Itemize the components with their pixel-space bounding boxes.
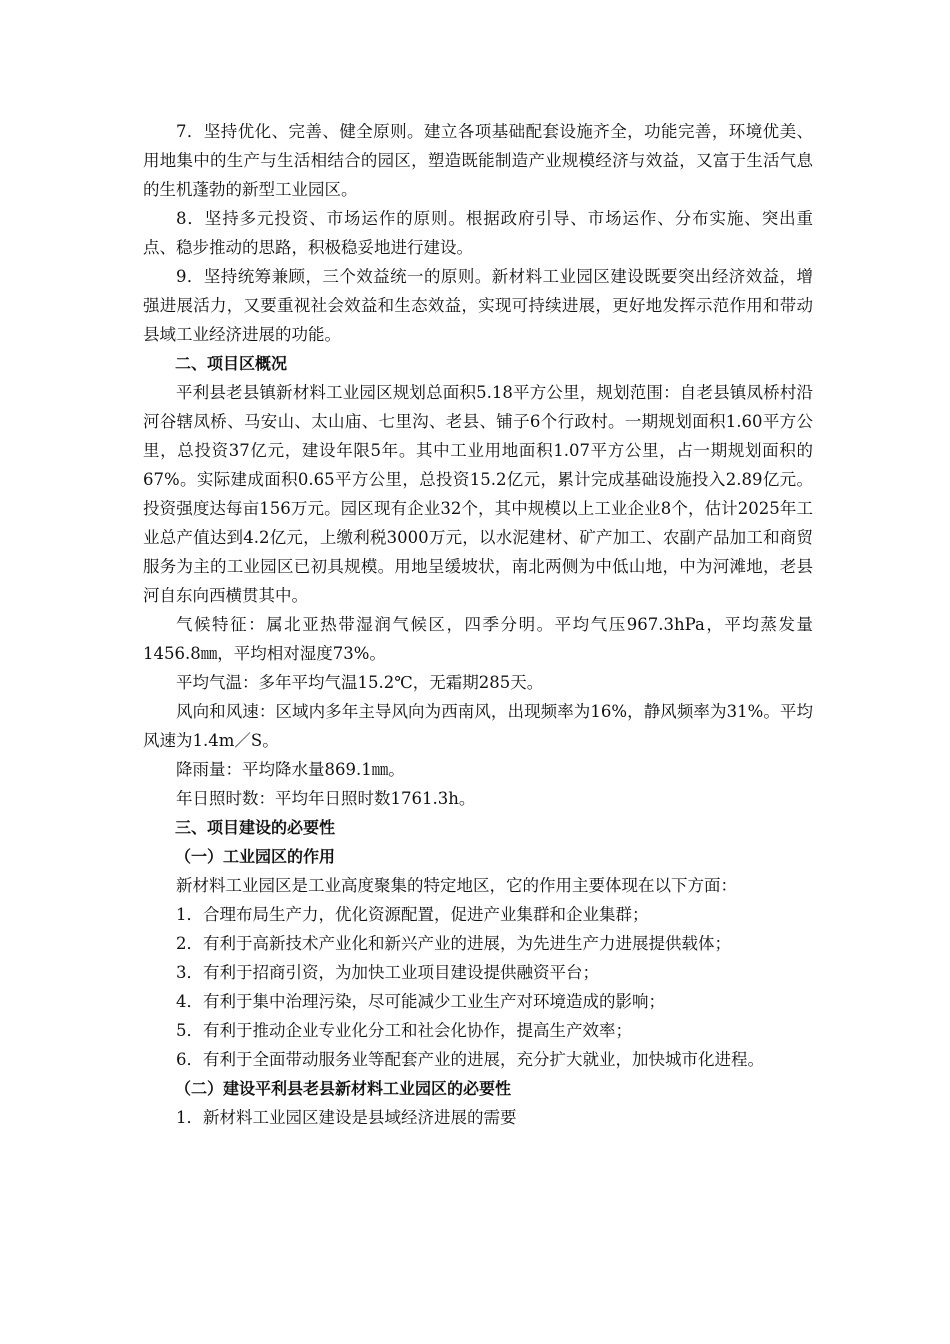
paragraph-sunshine: 年日照时数：平均年日照时数1761.3h。: [176, 789, 476, 808]
paragraph-principle-8: 8．坚持多元投资、市场运作的原则。根据政府引导、市场运作、分布实施、突出重点、稳步推动的思路，积极稳妥地进行建设。: [143, 209, 813, 257]
paragraph-park-overview: 平利县老县镇新材料工业园区规划总面积5.18平方公里，规划范围：自老县镇凤桥村沿河谷辖凤桥、马安山、太山庙、七里沟、老县、铺子6个行政村。一期规划面积1.60平方公里，总投资37亿元，建设年限5年。其中工业用地面积1.07平方公里，占一期规划面积的67%。实际建成面积0.65平方公里，总投资15.2亿元，累计完成基础设施投入2.89亿元。投资强度达每亩156万元。园区现有企业32个，其中规模以上工业企业8个，估计2025年工业总产值达到4.2亿元，上缴利税3000万元，以水泥建材、矿产加工、农副产品加工和商贸服务为主的工业园区已初具规模。用地呈缓坡状，南北两侧为中低山地，中为河滩地，老县河自东向西横贯其中。: [143, 383, 813, 605]
subsection-heading-necessity: （二）建设平利县老县新材料工业园区的必要性: [175, 1079, 512, 1098]
paragraph-rainfall: 降雨量：平均降水量869.1㎜。: [176, 760, 405, 779]
paragraph-temperature: 平均气温：多年平均气温15.2℃，无霜期285天。: [176, 673, 544, 692]
paragraph-principle-9: 9．坚持统筹兼顾，三个效益统一的原则。新材料工业园区建设既要突出经济效益，增强进展活力，又要重视社会效益和生态效益，实现可持续进展，更好地发挥示范作用和带动县域工业经济进展的功能。: [143, 267, 813, 344]
subsection-heading-role: （一）工业园区的作用: [175, 847, 336, 866]
list-item-role-2: 2．有利于高新技术产业化和新兴产业的进展，为先进生产力进展提供载体；: [176, 934, 731, 953]
list-item-role-3: 3．有利于招商引资，为加快工业项目建设提供融资平台；: [176, 963, 599, 982]
paragraph-principle-7: 7．坚持优化、完善、健全原则。建立各项基础配套设施齐全，功能完善，环境优美、用地集中的生产与生活相结合的园区，塑造既能制造产业规模经济与效益，又富于生活气息的生机蓬勃的新型工业园区。: [143, 122, 813, 199]
document-body: [143, 117, 813, 1132]
section-heading-necessity: 三、项目建设的必要性: [175, 818, 336, 837]
list-item-role-1: 1．合理布局生产力，优化资源配置，促进产业集群和企业集群；: [176, 905, 649, 924]
paragraph-climate: 气候特征：属北亚热带湿润气候区，四季分明。平均气压967.3hPa，平均蒸发量1456.8㎜，平均相对湿度73%。: [143, 615, 813, 663]
list-item-role-6: 6．有利于全面带动服务业等配套产业的进展，充分扩大就业，加快城市化进程。: [176, 1050, 764, 1069]
section-heading-overview: 二、项目区概况: [175, 354, 288, 373]
list-item-role-4: 4．有利于集中治理污染，尽可能减少工业生产对环境造成的影响；: [176, 992, 665, 1011]
paragraph-role-intro: 新材料工业园区是工业高度聚集的特定地区，它的作用主要体现在以下方面：: [176, 876, 737, 895]
paragraph-wind: 风向和风速：区域内多年主导风向为西南风，出现频率为16%，静风频率为31%。平均风速为1.4m／S。: [143, 702, 813, 750]
list-item-role-5: 5．有利于推动企业专业化分工和社会化协作，提高生产效率；: [176, 1021, 632, 1040]
list-item-necessity-1: 1．新材料工业园区建设是县域经济进展的需要: [176, 1108, 517, 1127]
